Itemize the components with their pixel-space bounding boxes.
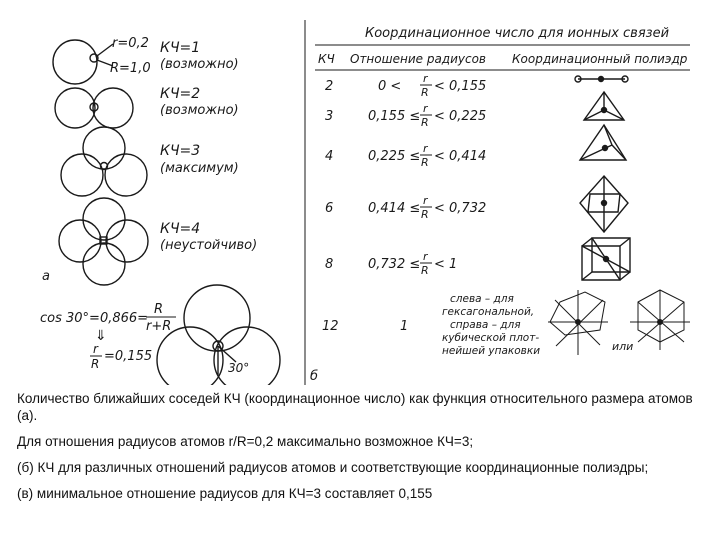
panel-a-letter: а [42,269,50,284]
row-right: < 0,414 [434,149,487,164]
row-frac-den: R [421,156,429,169]
caption-c: (в) минимальное отношение радиусов для КЧ=3 составляет 0,155 [17,486,433,501]
ratio-value: =0,155 [104,349,153,364]
row-frac-num: r [423,102,428,115]
row-cn: 6 [325,201,334,216]
poly-ccp-icon [630,290,690,350]
row-cn: 12 [322,319,339,334]
cos-frac-den: r+R [146,319,172,334]
row-cn: 3 [325,109,334,124]
cn1-note: (возможно) [160,57,239,72]
caption-main: Количество ближайших соседей КЧ (координационное число) как функция относительного размера атомов (а). [17,391,693,423]
poly-octahedron-icon [580,176,628,232]
angle-label: 30° [228,361,250,375]
cn4-label: КЧ=4 [160,221,201,237]
cn3-label: КЧ=3 [160,143,201,159]
row-frac-num: r [423,142,428,155]
row-cn: 8 [325,257,334,272]
row-frac-den: R [421,264,429,277]
header-ratio: Отношение радиусов [350,52,487,66]
table-row [325,72,486,99]
row-frac-num: r [423,250,428,263]
cos-formula: cos 30°=0,866= [40,311,149,326]
row-frac-num: r [423,72,428,85]
poly-linear-icon [575,76,628,82]
cn3-circles [61,127,147,196]
R-label: R=1,0 [110,61,151,76]
cn4-circles [59,198,148,285]
poly-cube-icon [582,238,630,280]
row-cn: 4 [325,149,334,164]
ratio-num: r [93,342,98,356]
caption-ratio-note: Для отношения радиусов атомов r/R=0,2 максимально возможное КЧ=3; [17,434,474,449]
cn3-note: (максимум) [160,161,239,176]
caption-b: (б) КЧ для различных отношений радиусов атомов и соответствующие координационные полиэдры; [17,460,649,475]
cn2-circles [55,88,133,128]
row-left: 1 [400,319,409,334]
table-row [325,250,457,277]
header-cn: КЧ [318,52,335,66]
table-row [325,194,486,221]
cos30-circles [157,285,280,385]
header-poly: Координационный полиэдр [512,52,688,66]
poly-triangle-icon [584,92,624,120]
implies-arrow: ⇓ [95,328,107,344]
table-row [325,142,486,169]
cn1-label: КЧ=1 [160,40,201,56]
table-row [322,319,408,334]
table-title: Координационное число для ионных связей [365,26,670,41]
row-left: 0,414 ≤ [368,201,421,216]
r-label: r=0,2 [112,36,149,51]
cn1-circles [53,40,113,84]
row-left: 0 < [378,79,402,94]
or-label: или [612,340,634,353]
cn2-note: (возможно) [160,103,239,118]
packing-note [442,293,540,357]
row-frac-den: R [421,116,429,129]
table-row [325,102,486,129]
row-right: < 1 [434,257,458,272]
note-line: гексагональной, [442,306,535,318]
row-right: < 0,732 [434,201,487,216]
row-frac-den: R [421,208,429,221]
note-line: справа – для [450,319,521,331]
note-line: слева – для [450,293,514,305]
poly-hcp-icon [548,290,608,355]
cn2-label: КЧ=2 [160,86,201,102]
row-right: < 0,155 [434,79,487,94]
row-right: < 0,225 [434,109,487,124]
panel-b-letter: б [310,369,319,384]
row-left: 0,732 ≤ [368,257,421,272]
cos-frac-num: R [154,302,164,317]
ratio-den: R [91,357,100,371]
poly-tetrahedron-icon [580,125,626,160]
row-frac-num: r [423,194,428,207]
note-line: кубической плот- [442,332,540,344]
row-left: 0,225 ≤ [368,149,421,164]
row-frac-den: R [421,86,429,99]
note-line: нейшей упаковки [442,345,541,357]
cn4-note: (неустойчиво) [160,238,258,253]
row-cn: 2 [325,79,334,94]
row-left: 0,155 ≤ [368,109,421,124]
